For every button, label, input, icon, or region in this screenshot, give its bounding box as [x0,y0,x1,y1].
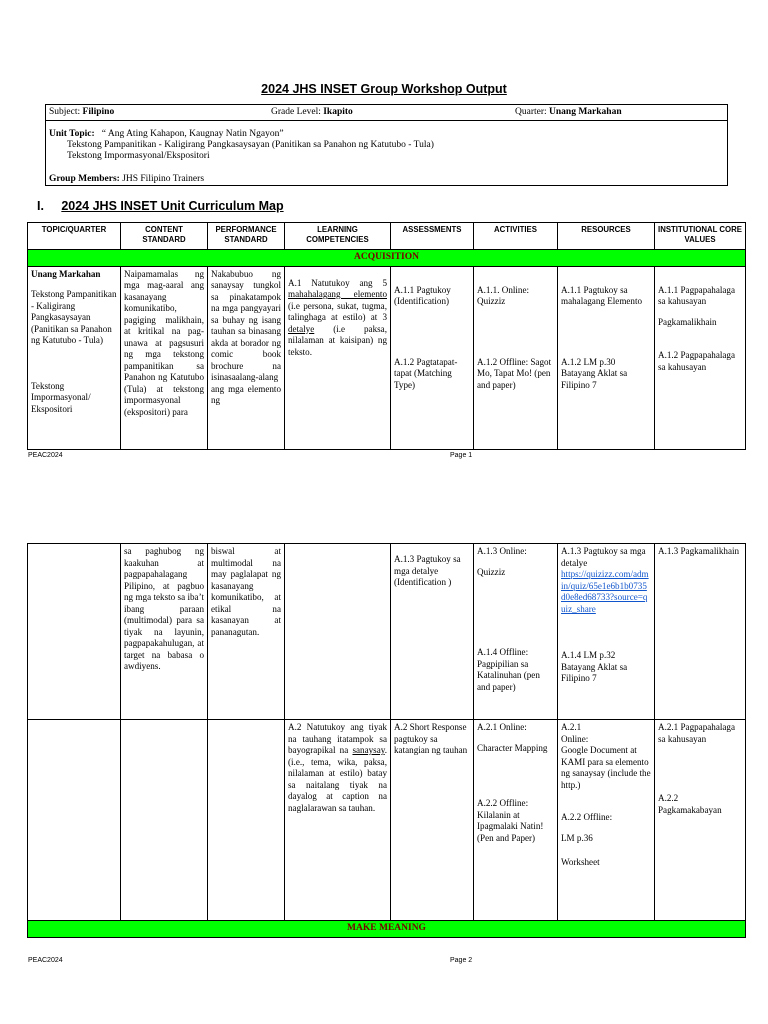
topic-text-1: Tekstong Pampanitikan - Kaligirang Pangkasaysayan (Panitikan sa Panahon ng Katutubo - Tula) [31,289,117,345]
activity-item: A.2.2 Offline: Kilalanin at Ipagmalaki Natin! (Pen and Paper) [477,798,544,843]
topic-cell [28,266,121,449]
activity-item: Character Mapping [477,742,548,753]
footer-left: PEAC2024 [28,452,63,459]
unit-topic-line-2: Tekstong Pampanitikan - Kaligirang Pangkasaysayan (Panitikan sa Panahon ng Katutubo - Tula) [67,140,434,150]
table-row [28,544,746,720]
activities-cell [474,720,558,921]
core-values-cell [655,544,746,720]
unit-topic-line: Unit Topic: “ Ang Ating Kahapon, Kaugnay Natin Ngayon” [49,129,284,139]
assessments-cell [391,544,474,720]
core-values-cell [655,266,746,449]
resource-item: A.1.4 LM p.32 Batayang Aklat sa Filipino 7 [561,650,628,683]
resource-item: A.1.1 Pagtukoy sa mahalagang Elemento [561,284,643,306]
assessments-cell [391,266,474,449]
value-item: A.1.3 Pagkamalikhain [658,546,740,556]
resources-cell [558,544,655,720]
grade-value: Ikapito [323,107,353,117]
subject-line: Subject: Filipino [49,107,115,117]
quarter-heading: Unang Markahan [31,268,101,279]
performance-standard-cell [208,720,285,921]
table-row [28,266,746,449]
performance-standard-cell: biswal at multimodal na may paglalapat ng kasanayang komunikatibo, at etikal na kasanayan at pananagutan. [208,544,285,720]
assessment-item: A.1.3 Pagtukoy sa mga detalye (Identification ) [394,554,461,587]
topic-text-2: Tekstong Impormasyonal/ Ekspositori [31,380,91,414]
resource-item: A.2.2 Offline: [561,812,613,822]
topic-cell [28,544,121,720]
value-item: A.1.1 Pagpapahalaga sa kahusayan [658,284,736,306]
unit-topic-line-3: Tekstong Impormasyonal/Ekspositori [67,151,210,161]
activities-cell [474,266,558,449]
value-item: A.2.2 Pagkamakabayan [658,793,722,815]
value-item: Pagkamalikhain [658,316,717,327]
activity-item: A.1.3 Online: [477,546,527,556]
subject-value: Filipino [82,107,115,117]
activity-item: A.1.4 Offline: Pagpipilian sa Katalinuhan (pen and paper) [477,647,540,692]
col-header-resources: RESOURCES [558,223,655,250]
resource-item: A.2.1 [561,722,582,732]
page-number: Page 2 [450,957,473,964]
learning-competency-cell: A.1 Natutukoy ang 5 mahahalagang elemento (i.e persona, sukat, tugma, talinghaga at estilo) at 3 detalye (i.e paksa, nilalaman at kaisipan) ng teksto. [285,266,391,449]
content-standard-cell: Naipamamalas ng mga mag-aaral ang kasanayang komunikatibo, pagiging malikhain, at kritikal na pag-unawa at pagsusuri ng mga tekstong pampanitikan sa Panahon ng Katutubo (Tula) at tekstong impormasyonal (ekspositori) para [121,266,208,449]
resource-item: Online: [561,733,589,744]
activity-item: Quizziz [477,566,506,577]
learning-competency-cell: A.2 Natutukoy ang tiyak na tauhang itatampok sa bayograpikal na sanaysay. (i.e., tema, wika, paksa, nilalaman at estilo) batay sa naitalang tiyak na dayalog at caption na naglalarawan sa tauhan. [285,720,391,921]
quiz-link[interactable]: https://quizizz.com/admin/quiz/65e1e6b1b0735d0e8ed68733?source=quiz_share [561,569,649,614]
col-header-activities: ACTIVITIES [474,223,558,250]
section-heading: I. 2024 JHS INSET Unit Curriculum Map [37,199,284,213]
resource-item: A.1.3 Pagtukoy sa mga detalye [561,546,646,568]
band-row [28,921,746,938]
col-header-learning-competencies: LEARNING COMPETENCIES [285,223,391,250]
topic-cell [28,720,121,921]
learning-competency-cell [285,544,391,720]
info-box [45,104,728,186]
assessment-item: A.2 Short Response pagtukoy sa katangian ng tauhan [394,722,468,755]
info-divider [46,120,727,121]
curriculum-map-table-page-2 [27,543,746,938]
resources-cell [558,266,655,449]
col-header-topic: TOPIC/QUARTER [28,223,121,250]
col-header-assessments: ASSESSMENTS [391,223,474,250]
acquisition-band: ACQUISITION [28,250,746,267]
header-row [28,223,746,250]
core-values-cell [655,720,746,921]
value-item: A.2.1 Pagpapahalaga sa kahusayan [658,722,736,744]
band-row [28,250,746,267]
col-header-content-standard: CONTENT STANDARD [121,223,208,250]
resource-item: A.1.2 LM p.30 Batayang Aklat sa Filipino 7 [561,356,628,390]
curriculum-map-table-page-1 [27,222,746,450]
col-header-performance-standard: PERFORMANCE STANDARD [208,223,285,250]
assessment-item: A.1.2 Pagtatapat-tapat (Matching Type) [394,356,458,390]
grade-line: Grade Level: Ikapito [271,107,353,117]
resource-item: Worksheet [561,857,600,867]
content-standard-cell: sa paghubog ng kaakuhan at pagpapahalagang Pilipino, at pagbuo ng mga teksto sa iba’t ibang paraan (multimodal) para sa tiyak na layunin, pagpapakahulugan, at target na babasa o awdiyens. [121,544,208,720]
col-header-core-values: INSTITUTIONAL CORE VALUES [655,223,746,250]
group-members-line: Group Members: JHS Filipino Trainers [49,174,205,184]
resources-cell [558,720,655,921]
page-number: Page 1 [450,452,473,459]
resource-item: Google Document at KAMI para sa elemento ng sanaysay (include the http.) [561,745,651,790]
assessment-item: A.1.1 Pagtukoy (Identification) [394,284,451,306]
quarter-line: Quarter: Unang Markahan [515,107,622,117]
content-standard-cell [121,720,208,921]
activity-item: A.1.2 Offline: Sagot Mo, Tapat Mo! (pen and paper) [477,356,552,390]
activity-item: A.2.1 Online: [477,722,527,732]
activities-cell [474,544,558,720]
performance-standard-cell: Nakabubuo ng sanaysay tungkol sa pinakatampok na mga pangyayari sa buhay ng isang tauhan sa binasang akda at borador ng comic book brochure na isinasaalang-alang ang mga elemento ng [208,266,285,449]
resource-item: LM p.36 [561,832,593,843]
assessments-cell [391,720,474,921]
table-row [28,720,746,921]
document-title: 2024 JHS INSET Group Workshop Output [261,82,507,96]
quarter-value: Unang Markahan [549,107,622,117]
make-meaning-band: MAKE MEANING [28,921,746,938]
footer-left: PEAC2024 [28,957,63,964]
value-item: A.1.2 Pagpapahalaga sa kahusayan [658,350,736,372]
activity-item: A.1.1. Online: Quizziz [477,284,530,306]
